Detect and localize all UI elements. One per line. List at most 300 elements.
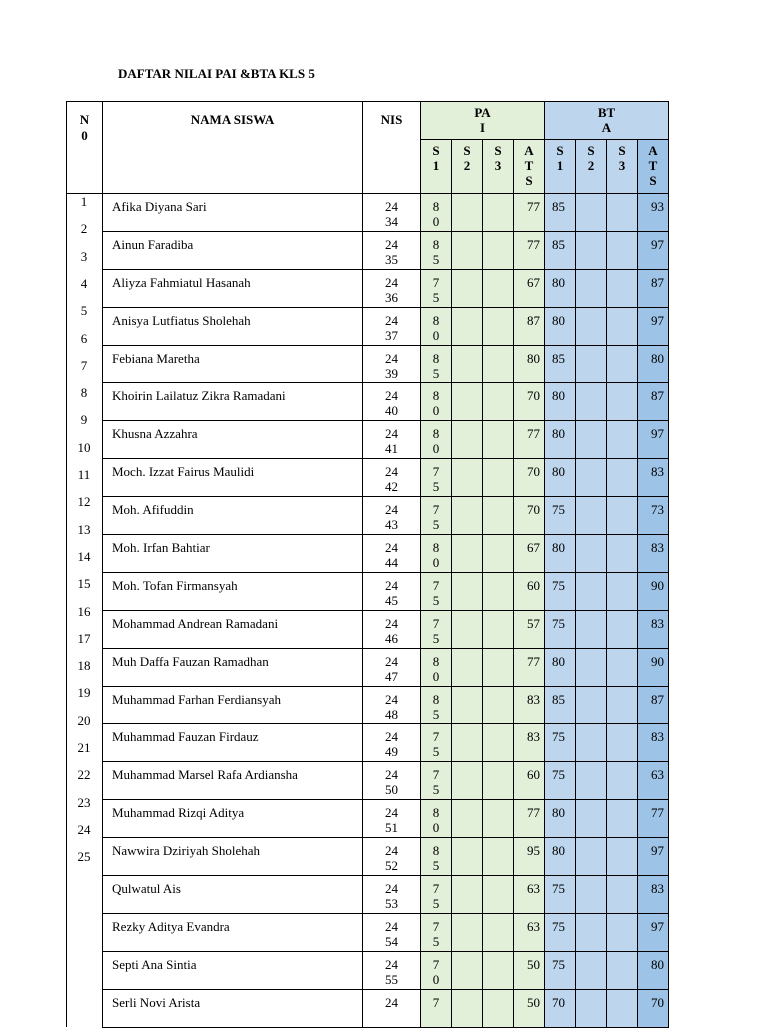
nis-line2: 41 <box>385 441 398 457</box>
pai-s1-cell <box>421 989 452 1027</box>
table-row <box>67 951 669 989</box>
pai-s1-digit2: 5 <box>432 517 440 533</box>
pai-s2-cell <box>452 989 483 1027</box>
pai-s2-cell <box>452 876 483 914</box>
bta-s3-cell <box>607 610 638 648</box>
pai-sub-header-4 <box>514 140 545 194</box>
student-name: Rezky Aditya Evandra <box>103 913 363 951</box>
sub-header-letter: S <box>587 143 595 158</box>
bta-s2-cell <box>576 876 607 914</box>
nis-line2: 36 <box>385 289 398 305</box>
pai-s1-digit1: 8 <box>432 653 440 669</box>
bta-ats-cell: 90 <box>638 648 669 686</box>
pai-s2-cell <box>452 838 483 876</box>
no-cell <box>67 951 103 989</box>
pai-s1-cell <box>421 231 452 269</box>
pai-s1-digit1: 7 <box>432 767 440 783</box>
table-row <box>67 610 669 648</box>
nis-line2: 55 <box>385 971 398 987</box>
bta-s2-cell <box>576 686 607 724</box>
bta-s1-cell: 75 <box>545 876 576 914</box>
row-number: 4 <box>80 275 88 291</box>
pai-s1-cell <box>421 459 452 497</box>
pai-ats-cell: 77 <box>514 231 545 269</box>
nis-line1: 24 <box>385 577 398 593</box>
pai-s1-digit2: 5 <box>432 289 440 305</box>
nis-line1: 24 <box>385 729 398 745</box>
row-number: 25 <box>77 849 91 865</box>
header-bta-line1: BT <box>597 105 616 120</box>
student-name: Moch. Izzat Fairus Maulidi <box>103 459 363 497</box>
bta-s3-cell <box>607 838 638 876</box>
bta-s3-cell <box>607 345 638 383</box>
header-bta-line2: A <box>601 120 612 135</box>
pai-ats-cell: 50 <box>514 951 545 989</box>
nis-cell <box>363 686 421 724</box>
pai-ats-cell: 77 <box>514 648 545 686</box>
bta-ats-cell: 77 <box>638 800 669 838</box>
pai-s1-cell <box>421 610 452 648</box>
bta-ats-cell: 97 <box>638 307 669 345</box>
pai-s1-digit1: 7 <box>432 956 440 972</box>
nis-line2: 43 <box>385 517 398 533</box>
bta-s3-cell <box>607 383 638 421</box>
sub-header-letter: S <box>618 143 626 158</box>
pai-s1-digit1: 8 <box>432 350 440 366</box>
nis-line2: 52 <box>385 858 398 874</box>
bta-s2-cell <box>576 421 607 459</box>
student-name: Moh. Tofan Firmansyah <box>103 572 363 610</box>
table-row <box>67 989 669 1027</box>
pai-s1-digit1: 8 <box>432 312 440 328</box>
table-row <box>67 269 669 307</box>
pai-s1-cell <box>421 345 452 383</box>
nis-line1: 24 <box>385 426 398 442</box>
bta-sub-header-1 <box>545 140 576 194</box>
bta-s3-cell <box>607 800 638 838</box>
header-pai-line1: PA <box>474 105 491 120</box>
pai-s1-digit2: 0 <box>432 820 440 836</box>
nis-line2: 49 <box>385 744 398 760</box>
nis-line2: 45 <box>385 592 398 608</box>
pai-s1-digit2: 0 <box>432 214 440 229</box>
bta-sub-header-2 <box>576 140 607 194</box>
row-number: 20 <box>77 712 91 728</box>
header-no-line2: 0 <box>81 128 88 143</box>
pai-s1-cell <box>421 421 452 459</box>
table-row <box>67 497 669 535</box>
row-number: 15 <box>77 576 91 592</box>
nis-cell <box>363 572 421 610</box>
pai-s1-digit1: 8 <box>432 843 440 859</box>
student-name: Muhammad Farhan Ferdiansyah <box>103 686 363 724</box>
table-row <box>67 194 669 232</box>
nis-line1: 24 <box>385 350 398 366</box>
pai-s2-cell <box>452 762 483 800</box>
pai-s2-cell <box>452 913 483 951</box>
nis-cell <box>363 951 421 989</box>
nis-line1: 24 <box>385 994 398 1010</box>
bta-s3-cell <box>607 497 638 535</box>
nis-line1: 24 <box>385 918 398 934</box>
pai-s2-cell <box>452 421 483 459</box>
pai-s3-cell <box>483 876 514 914</box>
grade-table <box>66 101 669 1028</box>
bta-s3-cell <box>607 459 638 497</box>
table-row <box>67 383 669 421</box>
pai-s3-cell <box>483 345 514 383</box>
pai-s3-cell <box>483 497 514 535</box>
header-name: NAMA SISWA <box>103 102 363 194</box>
bta-s1-cell: 75 <box>545 497 576 535</box>
bta-ats-cell: 83 <box>638 535 669 573</box>
row-number: 21 <box>77 740 91 755</box>
pai-s1-cell <box>421 307 452 345</box>
pai-s2-cell <box>452 572 483 610</box>
bta-s1-cell: 75 <box>545 724 576 762</box>
bta-sub-header-4 <box>638 140 669 194</box>
pai-s1-cell <box>421 686 452 724</box>
nis-line2: 39 <box>385 365 398 381</box>
bta-s1-cell: 85 <box>545 686 576 724</box>
row-number: 14 <box>77 548 91 564</box>
nis-cell <box>363 421 421 459</box>
bta-ats-cell: 83 <box>638 459 669 497</box>
nis-line1: 24 <box>385 236 398 252</box>
student-name: Moh. Irfan Bahtiar <box>103 535 363 573</box>
student-name: Serli Novi Arista <box>103 989 363 1027</box>
nis-line2: 51 <box>385 820 398 836</box>
sub-header-letter: S <box>649 173 657 188</box>
pai-ats-cell: 80 <box>514 345 545 383</box>
student-name: Nawwira Dziriyah Sholehah <box>103 838 363 876</box>
student-name: Anisya Lutfiatus Sholehah <box>103 307 363 345</box>
bta-s2-cell <box>576 610 607 648</box>
row-number: 5 <box>80 303 88 319</box>
bta-s3-cell <box>607 989 638 1027</box>
pai-s1-cell <box>421 913 452 951</box>
row-number: 6 <box>80 330 88 346</box>
table-row <box>67 876 669 914</box>
pai-s1-digit1: 7 <box>432 615 440 631</box>
bta-s2-cell <box>576 762 607 800</box>
bta-s1-cell: 70 <box>545 989 576 1027</box>
bta-s1-cell: 80 <box>545 648 576 686</box>
bta-s1-cell: 75 <box>545 610 576 648</box>
bta-s3-cell <box>607 269 638 307</box>
row-number: 8 <box>80 385 88 401</box>
table-row <box>67 535 669 573</box>
student-name: Aliyza Fahmiatul Hasanah <box>103 269 363 307</box>
bta-s2-cell <box>576 383 607 421</box>
nis-cell <box>363 459 421 497</box>
bta-ats-cell: 87 <box>638 383 669 421</box>
header-pai-line2: I <box>479 120 486 135</box>
nis-line2: 35 <box>385 251 398 267</box>
bta-s2-cell <box>576 989 607 1027</box>
bta-s2-cell <box>576 194 607 232</box>
student-name: Muhammad Fauzan Firdauz <box>103 724 363 762</box>
nis-cell <box>363 383 421 421</box>
bta-s2-cell <box>576 648 607 686</box>
sub-header-letter: 2 <box>587 158 595 173</box>
pai-s3-cell <box>483 535 514 573</box>
bta-ats-cell: 83 <box>638 724 669 762</box>
pai-s1-digit2: 5 <box>432 933 440 949</box>
header-bta <box>545 102 669 140</box>
nis-cell <box>363 307 421 345</box>
nis-cell <box>363 913 421 951</box>
nis-line2: 46 <box>385 630 398 646</box>
row-number: 10 <box>77 439 91 455</box>
row-number: 17 <box>77 630 91 646</box>
row-number: 11 <box>77 467 91 482</box>
pai-ats-cell: 60 <box>514 762 545 800</box>
row-number: 7 <box>80 357 88 373</box>
student-name: Febiana Maretha <box>103 345 363 383</box>
sub-header-letter: 1 <box>556 158 564 173</box>
pai-s3-cell <box>483 307 514 345</box>
table-row <box>67 459 669 497</box>
pai-s3-cell <box>483 231 514 269</box>
pai-s1-digit2: 5 <box>432 782 440 798</box>
pai-s1-digit2: 0 <box>432 441 440 457</box>
table-row <box>67 762 669 800</box>
pai-s2-cell <box>452 194 483 232</box>
pai-ats-cell: 70 <box>514 459 545 497</box>
student-name: Qulwatul Ais <box>103 876 363 914</box>
row-number: 3 <box>80 248 88 264</box>
row-number: 16 <box>77 603 91 619</box>
sub-header-letter: S <box>432 143 440 158</box>
bta-s2-cell <box>576 497 607 535</box>
pai-s1-digit1: 7 <box>432 502 440 518</box>
bta-s3-cell <box>607 686 638 724</box>
pai-s3-cell <box>483 913 514 951</box>
pai-s1-digit1: 8 <box>432 426 440 442</box>
pai-ats-cell: 57 <box>514 610 545 648</box>
sub-header-letter: 1 <box>432 158 440 173</box>
bta-ats-cell: 80 <box>638 951 669 989</box>
sub-header-letter: 3 <box>618 158 626 173</box>
row-number: 2 <box>80 221 88 237</box>
student-name: Khoirin Lailatuz Zikra Ramadani <box>103 383 363 421</box>
pai-ats-cell: 83 <box>514 724 545 762</box>
row-number: 23 <box>77 794 91 810</box>
bta-s2-cell <box>576 951 607 989</box>
sub-header-letter: T <box>524 158 534 173</box>
pai-s1-digit2: 0 <box>432 327 440 343</box>
pai-s3-cell <box>483 421 514 459</box>
nis-cell <box>363 989 421 1027</box>
pai-s1-digit1: 7 <box>432 464 440 480</box>
nis-cell <box>363 194 421 232</box>
bta-s3-cell <box>607 724 638 762</box>
sub-header-letter: A <box>524 143 534 158</box>
pai-s1-digit1: 8 <box>432 691 440 707</box>
bta-ats-cell: 73 <box>638 497 669 535</box>
nis-line1: 24 <box>385 956 398 972</box>
pai-s2-cell <box>452 535 483 573</box>
header-pai <box>421 102 545 140</box>
sub-header-letter: A <box>648 143 658 158</box>
pai-s1-cell <box>421 951 452 989</box>
sub-header-letter: S <box>556 143 564 158</box>
nis-line1: 24 <box>385 881 398 897</box>
pai-s1-digit1: 7 <box>432 881 440 897</box>
student-name: Muh Daffa Fauzan Ramadhan <box>103 648 363 686</box>
bta-s1-cell: 75 <box>545 913 576 951</box>
pai-s1-digit1: 7 <box>432 274 440 290</box>
pai-s1-digit1: 8 <box>432 540 440 556</box>
nis-cell <box>363 876 421 914</box>
pai-s2-cell <box>452 951 483 989</box>
bta-s1-cell: 80 <box>545 383 576 421</box>
bta-s1-cell: 85 <box>545 194 576 232</box>
bta-ats-cell: 97 <box>638 421 669 459</box>
row-number: 1 <box>80 194 88 209</box>
nis-cell <box>363 762 421 800</box>
pai-ats-cell: 63 <box>514 913 545 951</box>
bta-s3-cell <box>607 535 638 573</box>
pai-s1-cell <box>421 535 452 573</box>
bta-ats-cell: 83 <box>638 876 669 914</box>
row-number: 24 <box>77 821 91 837</box>
pai-ats-cell: 77 <box>514 421 545 459</box>
bta-s2-cell <box>576 231 607 269</box>
nis-line1: 24 <box>385 653 398 669</box>
pai-sub-header-1 <box>421 140 452 194</box>
student-name: Khusna Azzahra <box>103 421 363 459</box>
row-number: 13 <box>77 521 91 537</box>
header-no-line1: N <box>79 112 90 127</box>
nis-line1: 24 <box>385 805 398 821</box>
table-row <box>67 421 669 459</box>
table-row <box>67 572 669 610</box>
pai-s1-digit2: 5 <box>432 365 440 381</box>
bta-s2-cell <box>576 838 607 876</box>
header-nis: NIS <box>363 102 421 194</box>
bta-s1-cell: 80 <box>545 535 576 573</box>
bta-s1-cell: 85 <box>545 345 576 383</box>
bta-s3-cell <box>607 876 638 914</box>
pai-s1-cell <box>421 572 452 610</box>
pai-s1-digit2: 5 <box>432 858 440 874</box>
student-name: Moh. Afifuddin <box>103 497 363 535</box>
pai-s1-digit1: 7 <box>432 994 440 1010</box>
pai-s2-cell <box>452 648 483 686</box>
pai-s1-cell <box>421 648 452 686</box>
nis-line1: 24 <box>385 615 398 631</box>
header-no <box>67 102 103 194</box>
student-name: Mohammad Andrean Ramadani <box>103 610 363 648</box>
bta-s3-cell <box>607 231 638 269</box>
pai-s1-cell <box>421 497 452 535</box>
pai-ats-cell: 67 <box>514 269 545 307</box>
pai-s3-cell <box>483 951 514 989</box>
bta-ats-cell: 87 <box>638 269 669 307</box>
student-name: Muhammad Rizqi Aditya <box>103 800 363 838</box>
bta-s1-cell: 80 <box>545 269 576 307</box>
nis-line2: 47 <box>385 668 398 684</box>
pai-s1-digit2: 0 <box>432 403 440 419</box>
pai-s2-cell <box>452 231 483 269</box>
pai-s1-digit2: 5 <box>432 630 440 646</box>
nis-cell <box>363 535 421 573</box>
pai-ats-cell: 70 <box>514 383 545 421</box>
row-number: 9 <box>80 412 88 428</box>
pai-ats-cell: 95 <box>514 838 545 876</box>
pai-s1-cell <box>421 876 452 914</box>
table-row <box>67 800 669 838</box>
pai-s1-digit2: 0 <box>432 668 440 684</box>
no-cell <box>67 913 103 951</box>
pai-s3-cell <box>483 572 514 610</box>
bta-s3-cell <box>607 421 638 459</box>
bta-ats-cell: 87 <box>638 686 669 724</box>
bta-ats-cell: 83 <box>638 610 669 648</box>
bta-s2-cell <box>576 800 607 838</box>
student-name: Afika Diyana Sari <box>103 194 363 232</box>
pai-s1-digit1: 8 <box>432 236 440 252</box>
nis-line2: 40 <box>385 403 398 419</box>
nis-cell <box>363 269 421 307</box>
bta-s3-cell <box>607 951 638 989</box>
pai-s3-cell <box>483 686 514 724</box>
pai-ats-cell: 67 <box>514 535 545 573</box>
bta-ats-cell: 90 <box>638 572 669 610</box>
nis-line1: 24 <box>385 691 398 707</box>
bta-s1-cell: 75 <box>545 572 576 610</box>
pai-ats-cell: 83 <box>514 686 545 724</box>
bta-s3-cell <box>607 194 638 232</box>
table-row <box>67 913 669 951</box>
no-cell <box>67 989 103 1027</box>
pai-s3-cell <box>483 610 514 648</box>
sub-header-letter: T <box>648 158 658 173</box>
bta-s1-cell: 85 <box>545 231 576 269</box>
nis-line1: 24 <box>385 767 398 783</box>
nis-line1: 24 <box>385 199 398 214</box>
nis-line1: 24 <box>385 540 398 556</box>
pai-s1-cell <box>421 762 452 800</box>
bta-ats-cell: 63 <box>638 762 669 800</box>
bta-s1-cell: 80 <box>545 421 576 459</box>
bta-s3-cell <box>607 307 638 345</box>
pai-s1-cell <box>421 800 452 838</box>
pai-s2-cell <box>452 497 483 535</box>
student-name: Septi Ana Sintia <box>103 951 363 989</box>
pai-s3-cell <box>483 800 514 838</box>
table-row <box>67 307 669 345</box>
sub-header-letter: 2 <box>463 158 471 173</box>
nis-line2: 34 <box>385 214 398 229</box>
pai-s1-digit2: 5 <box>432 592 440 608</box>
pai-sub-header-2 <box>452 140 483 194</box>
sub-header-letter: 3 <box>494 158 502 173</box>
nis-line2: 37 <box>385 327 398 343</box>
document-title: DAFTAR NILAI PAI &BTA KLS 5 <box>118 66 315 81</box>
student-name: Muhammad Marsel Rafa Ardiansha <box>103 762 363 800</box>
nis-line1: 24 <box>385 502 398 518</box>
pai-ats-cell: 77 <box>514 800 545 838</box>
pai-s2-cell <box>452 383 483 421</box>
nis-line1: 24 <box>385 312 398 328</box>
bta-s1-cell: 75 <box>545 951 576 989</box>
pai-s1-cell <box>421 269 452 307</box>
bta-ats-cell: 70 <box>638 989 669 1027</box>
nis-line2: 54 <box>385 933 398 949</box>
